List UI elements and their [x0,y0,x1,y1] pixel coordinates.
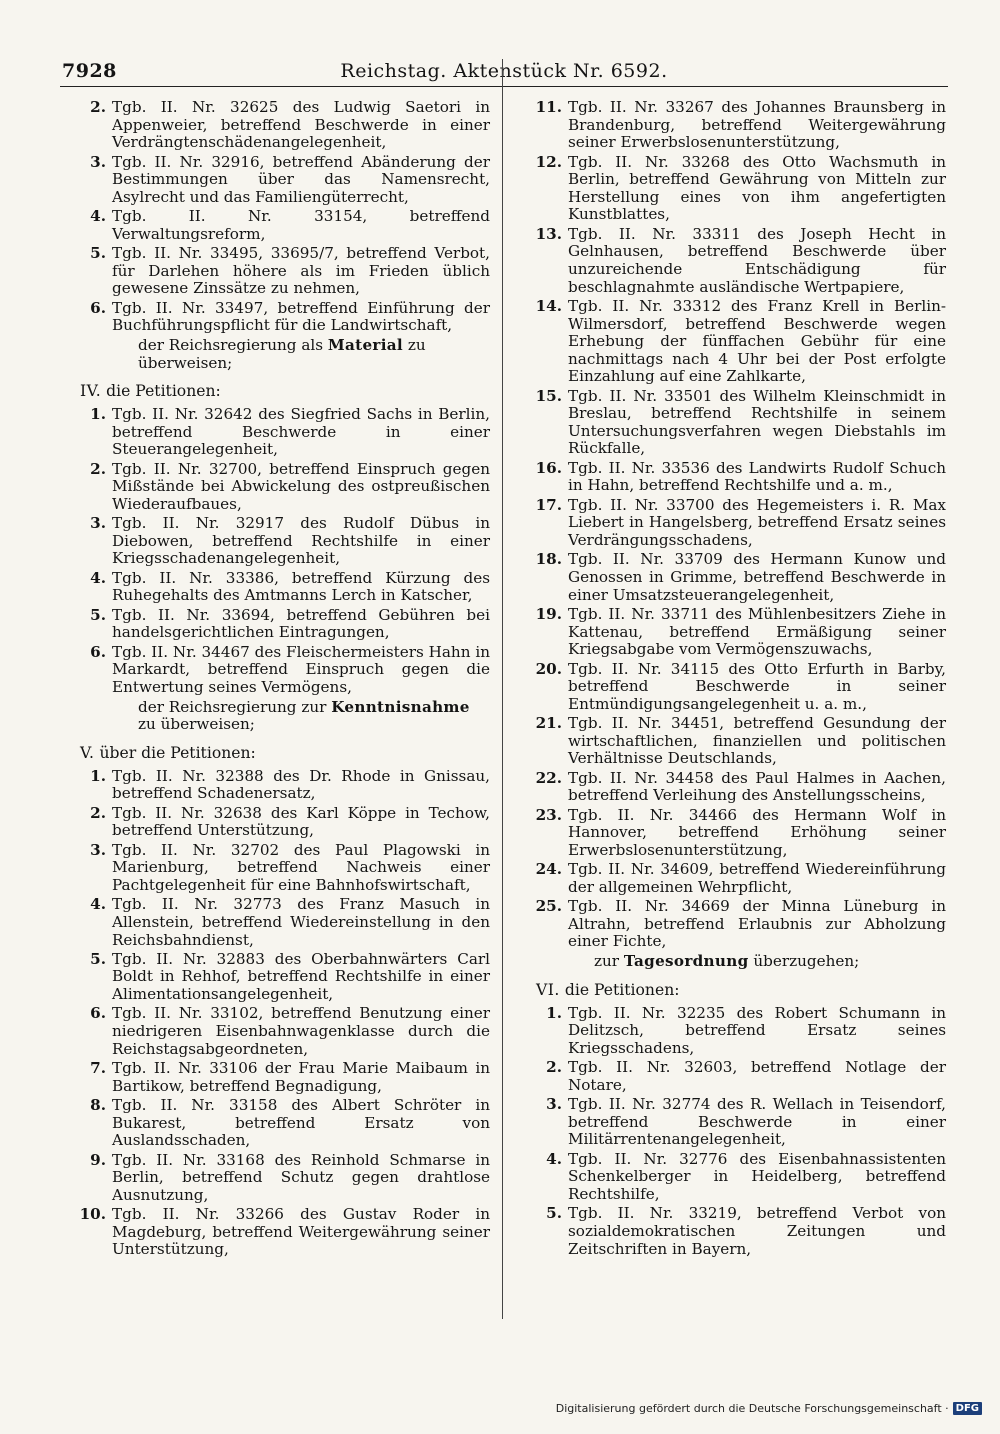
petition-entry [516,807,946,860]
petition-entry [516,715,946,768]
petition-entry [516,606,946,659]
page-number: 7928 [62,60,117,82]
petition-entry [516,388,946,458]
entry-number: 14. [535,296,562,315]
entry-text: Tgb. II. Nr. 33694, betreffend Gebühren bei handelsgerichtlichen Eintragungen, [112,605,490,642]
entry-text: Tgb. II. Nr. 33219, betreffend Verbot von sozialdemokratischen Zeitungen und Zeitschriften in Bayern, [568,1204,946,1258]
entry-number: 8. [90,1096,106,1115]
entry-text: Tgb. II. Nr. 33709 des Hermann Kunow und Genossen in Grimme, betreffend Beschwerde in einer Umsatzsteuerangelegenheit, [568,550,946,604]
petition-entry [60,607,490,642]
entry-number: 4. [90,568,106,587]
entry-text: Tgb. II. Nr. 33158 des Albert Schröter in Bukarest, betreffend Ersatz von Auslandsschaden, [112,1096,490,1150]
petition-entry [516,861,946,896]
petition-entry [516,551,946,604]
entry-text: Tgb. II. Nr. 32388 des Dr. Rhode in Gnissau, betreffend Schadenersatz, [112,766,490,803]
entry-number: 16. [535,458,562,477]
petition-entry [516,770,946,805]
dfg-logo: DFG [953,1402,982,1415]
petition-entry [516,460,946,495]
entry-text: Tgb. II. Nr. 32916, betreffend Abänderung der Bestimmungen über das Namensrecht, Asylrecht und das Familiengüterrecht, [112,152,490,206]
resolution-keyword: Material [327,335,404,354]
entry-text: Tgb. II. Nr. 34669 der Minna Lüneburg in Altrahn, betreffend Erlaubnis zur Abholzung einer Fichte, [568,897,946,951]
petition-entry [60,515,490,568]
entry-number: 24. [535,860,562,879]
entry-text: Tgb. II. Nr. 33711 des Mühlenbesitzers Ziehe in Kattenau, betreffend Ermäßigung seiner Kriegsabgabe vom Vermögenszuwachs, [568,605,946,659]
petition-entry [516,1205,946,1258]
entry-number: 21. [535,714,562,733]
page-header [60,58,948,87]
entry-number: 11. [535,98,562,116]
column-divider [502,59,503,1319]
petition-entry [60,805,490,840]
entry-number: 2. [90,803,106,822]
section-label: die Petitionen: [106,382,221,401]
entry-number: 4. [90,895,106,914]
resolution-text [60,699,490,734]
entry-number: 2. [546,1058,562,1077]
petition-entry [516,154,946,224]
petition-entry [516,1059,946,1094]
page-title: Reichstag. Aktenstück Nr. 6592. [340,60,668,82]
entry-number: 1. [90,405,106,424]
entry-text: Tgb. II. Nr. 34467 des Fleischermeisters Hahn in Markardt, betreffend Einspruch gegen die Entwertung seines Vermögens, [112,642,490,696]
petition-entry [516,1096,946,1149]
petition-entry [60,570,490,605]
entry-number: 1. [90,766,106,785]
entry-number: 12. [535,152,562,171]
petition-entry [516,226,946,296]
entry-text: Tgb. II. Nr. 33106 der Frau Marie Maibaum in Bartikow, betreffend Begnadigung, [112,1059,490,1095]
entry-number: 7. [90,1059,106,1078]
petition-entry [60,1060,490,1095]
entry-number: 4. [90,207,106,226]
entry-number: 13. [535,224,562,243]
entry-text: Tgb. II. Nr. 33268 des Otto Wachsmuth in Berlin, betreffend Gewährung von Mitteln zur Herstellung eines von ihm angefertigten Kunstblattes, [568,152,946,224]
petition-entry [60,951,490,1004]
petition-entry [60,300,490,335]
entry-text: Tgb. II. Nr. 32603, betreffend Notlage der Notare, [568,1058,946,1094]
two-column-body [60,99,948,1359]
entry-number: 18. [535,550,562,569]
resolution-text [60,337,490,372]
petition-entry [60,154,490,207]
entry-text: Tgb. II. Nr. 33386, betreffend Kürzung des Ruhegehalts des Amtmanns Lerch in Katscher, [112,568,490,605]
resolution-suffix: zu überweisen; [138,335,426,372]
section-numeral: VI. [536,980,560,999]
petition-entry [60,99,490,152]
entry-number: 20. [535,659,562,678]
petition-entry [516,99,946,152]
digitization-credit [556,1402,982,1415]
entry-number: 5. [90,244,106,263]
entry-text: Tgb. II. Nr. 32883 des Oberbahnwärters Carl Boldt in Rehhof, betreffend Rechtshilfe in einer Alimentationsangelegenheit, [112,949,490,1004]
section-heading [516,981,946,999]
resolution-text [516,953,946,971]
entry-number: 1. [546,1003,562,1022]
petition-entry [516,661,946,714]
section-numeral: IV. [80,382,102,401]
entry-number: 10. [79,1205,106,1224]
entry-number: 3. [90,152,106,171]
resolution-suffix: überzugehen; [748,952,860,971]
entry-text: Tgb. II. Nr. 32625 des Ludwig Saetori in Appenweier, betreffend Beschwerde in einer Verdrängtenschädenangelegenheit, [112,98,490,152]
section-heading [60,744,490,762]
petition-entry [60,842,490,895]
petition-entry [60,461,490,514]
entry-text: Tgb. II. Nr. 33267 des Johannes Braunsberg in Brandenburg, betreffend Weitergewährung seiner Erwerbslosenunterstützung, [568,98,946,152]
entry-text: Tgb. II. Nr. 32774 des R. Wellach in Teisendorf, betreffend Beschwerde in einer Militärrentenangelegenheit, [568,1095,946,1149]
entry-text: Tgb. II. Nr. 34115 des Otto Erfurth in Barby, betreffend Beschwerde in seiner Entmündigungsangelegenheit u. a. m., [568,659,946,713]
entry-number: 22. [535,768,562,787]
entry-number: 3. [546,1095,562,1114]
resolution-keyword: Tagesordnung [623,952,749,971]
resolution-suffix: zu überweisen; [138,715,255,734]
section-numeral: V. [80,743,95,762]
petition-entry [60,1097,490,1150]
entry-text: Tgb. II. Nr. 32235 des Robert Schumann in Delitzsch, betreffend Ersatz seines Kriegsschadens, [568,1003,946,1057]
entry-text: Tgb. II. Nr. 34466 des Hermann Wolf in Hannover, betreffend Erhöhung seiner Erwerbslosenunterstützung, [568,805,946,859]
entry-text: Tgb. II. Nr. 32773 des Franz Masuch in Allenstein, betreffend Wiedereinstellung in den Reichsbahndienst, [112,895,490,949]
petition-entry [60,1005,490,1058]
resolution-prefix: der Reichsregierung zur [138,697,332,716]
entry-number: 2. [90,459,106,478]
petition-entry [60,1206,490,1259]
entry-number: 3. [90,840,106,859]
petition-entry [516,1151,946,1204]
entry-text: Tgb. II. Nr. 33168 des Reinhold Schmarse in Berlin, betreffend Schutz gegen drahtlose Ausnutzung, [112,1150,490,1204]
petition-entry [516,497,946,550]
petition-entry [60,896,490,949]
petition-entry [60,644,490,697]
entry-number: 6. [90,642,106,661]
entry-number: 5. [546,1204,562,1223]
entry-text: Tgb. II. Nr. 34451, betreffend Gesundung der wirtschaftlichen, finanziellen und politischen Verhältnisse Deutschlands, [568,714,946,768]
entry-number: 9. [90,1150,106,1169]
entry-text: Tgb. II. Nr. 33311 des Joseph Hecht in Gelnhausen, betreffend Beschwerde über unzureichende Entschädigung für beschlagnahmte ausländische Wertpapiere, [568,224,946,296]
section-heading [60,382,490,400]
entry-text: Tgb. II. Nr. 32776 des Eisenbahnassistenten Schenkelberger in Heidelberg, betreffend Rechtshilfe, [568,1149,946,1203]
entry-text: Tgb. II. Nr. 33536 des Landwirts Rudolf Schuch in Hahn, betreffend Rechtshilfe und a. m., [568,458,946,495]
resolution-prefix: der Reichsregierung als [138,335,328,354]
petition-entry [60,245,490,298]
entry-number: 17. [535,495,562,514]
entry-text: Tgb. II. Nr. 33154, betreffend Verwaltungsreform, [112,207,490,243]
entry-text: Tgb. II. Nr. 32702 des Paul Plagowski in Marienburg, betreffend Nachweis einer Pachtgelegenheit für eine Bahnhofswirtschaft, [112,840,490,894]
petition-entry [60,768,490,803]
resolution-prefix: zur [594,952,624,971]
entry-number: 19. [535,605,562,623]
entry-text: Tgb. II. Nr. 34609, betreffend Wiedereinführung der allgemeinen Wehrpflicht, [568,860,946,896]
section-label: über die Petitionen: [99,743,256,762]
entry-text: Tgb. II. Nr. 34458 des Paul Halmes in Aachen, betreffend Verleihung des Anstellungsscheins, [568,768,946,805]
entry-number: 3. [90,514,106,533]
credit-text: Digitalisierung gefördert durch die Deutsche Forschungsgemeinschaft · [555,1402,949,1415]
entry-number: 15. [535,386,562,405]
entry-text: Tgb. II. Nr. 33312 des Franz Krell in Berlin-Wilmersdorf, betreffend Beschwerde wegen Erhebung der fünffachen Gebühr für eine nachmittags nach 4 Uhr bei der Post erfolgte Einzahlung auf eine Zahlkarte, [568,296,946,386]
left-column [60,99,490,1261]
petition-entry [516,898,946,951]
petition-entry [516,1005,946,1058]
entry-number: 23. [535,805,562,824]
document-page [60,58,948,1378]
entry-number: 5. [90,949,106,968]
entry-text: Tgb. II. Nr. 32917 des Rudolf Dübus in Diebowen, betreffend Rechtshilfe in einer Kriegsschadenangelegenheit, [112,514,490,568]
resolution-keyword: Kenntnisnahme [331,697,470,716]
entry-number: 25. [535,897,562,916]
entry-text: Tgb. II. Nr. 32700, betreffend Einspruch gegen Mißstände bei Abwickelung des ostpreußischen Wiederaufbaues, [112,459,490,513]
entry-number: 4. [546,1149,562,1168]
entry-text: Tgb. II. Nr. 33495, 33695/7, betreffend Verbot, für Darlehen höhere als im Frieden üblich gewesene Zinssätze zu nehmen, [112,244,490,298]
entry-text: Tgb. II. Nr. 33700 des Hegemeisters i. R. Max Liebert in Hangelsberg, betreffend Ersatz seines Verdrängungsschadens, [568,495,946,550]
entry-number: 6. [90,1004,106,1023]
petition-entry [60,406,490,459]
entry-text: Tgb. II. Nr. 33501 des Wilhelm Kleinschmidt in Breslau, betreffend Rechtshilfe in seinem Untersuchungsverfahren wegen Diebstahls im Rückfalle, [568,386,946,458]
entry-text: Tgb. II. Nr. 33266 des Gustav Roder in Magdeburg, betreffend Weitergewährung seiner Unterstützung, [112,1205,490,1259]
entry-number: 5. [90,605,106,624]
petition-entry [516,298,946,386]
entry-text: Tgb. II. Nr. 33497, betreffend Einführung der Buchführungspflicht für die Landwirtschaft, [112,298,490,335]
entry-text: Tgb. II. Nr. 33102, betreffend Benutzung einer niedrigeren Eisenbahnwagenklasse durch die Reichstagsabgeordneten, [112,1004,490,1058]
entry-text: Tgb. II. Nr. 32638 des Karl Köppe in Techow, betreffend Unterstützung, [112,803,490,840]
section-label: die Petitionen: [564,980,680,999]
right-column [516,99,946,1260]
entry-number: 2. [90,98,106,116]
entry-text: Tgb. II. Nr. 32642 des Siegfried Sachs in Berlin, betreffend Beschwerde in einer Steuerangelegenheit, [112,405,490,459]
petition-entry [60,208,490,243]
petition-entry [60,1152,490,1205]
entry-number: 6. [90,298,106,317]
